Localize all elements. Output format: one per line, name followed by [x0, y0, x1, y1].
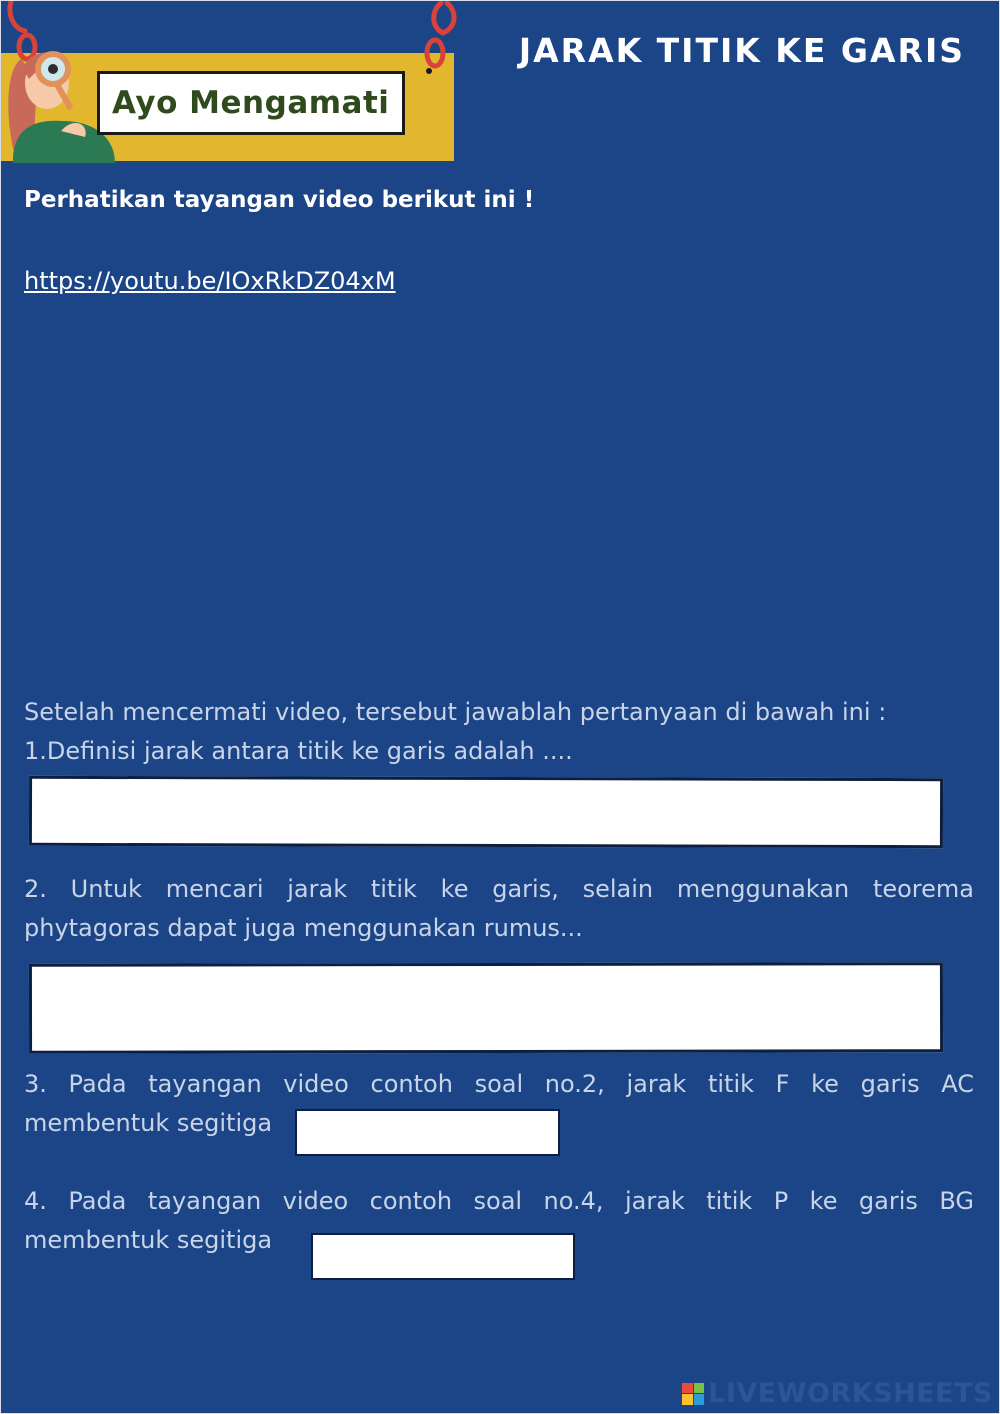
sign-label: Ayo Mengamati [97, 71, 405, 135]
page-title: JARAK TITIK KE GARIS [518, 31, 965, 70]
video-link[interactable]: https://youtu.be/IOxRkDZ04xM [24, 267, 396, 295]
answer-1-field[interactable] [29, 776, 943, 848]
answer-4-field[interactable] [311, 1233, 575, 1280]
answer-3-field[interactable] [295, 1109, 560, 1156]
liveworksheets-watermark [682, 1378, 993, 1409]
question-2-line-2: phytagoras dapat juga menggunakan rumus... [24, 914, 583, 942]
answer-2-field[interactable] [29, 962, 943, 1054]
instruction-text: Perhatikan tayangan video berikut ini ! [24, 187, 535, 213]
question-1: 1.Definisi jarak antara titik ke garis adalah .... [24, 737, 573, 765]
liveworksheets-logo-icon [682, 1383, 704, 1405]
question-2-block [24, 870, 974, 948]
watermark-text: LIVEWORKSHEETS [708, 1378, 993, 1409]
questions-lead-block [24, 693, 974, 771]
red-hook-icon [417, 1, 467, 81]
question-2-line-1: 2. Untuk mencari jarak titik ke garis, selain menggunakan teorema [24, 875, 974, 903]
question-4-line-1: 4. Pada tayangan video contoh soal no.4, jarak titik P ke garis BG [24, 1187, 974, 1215]
question-3-line-1: 3. Pada tayangan video contoh soal no.2, jarak titik F ke garis AC [24, 1070, 974, 1098]
questions-lead: Setelah mencermati video, tersebut jawablah pertanyaan di bawah ini : [24, 698, 887, 726]
question-3-line-2: membentuk segitiga [24, 1109, 273, 1137]
question-4-line-2: membentuk segitiga [24, 1226, 273, 1254]
